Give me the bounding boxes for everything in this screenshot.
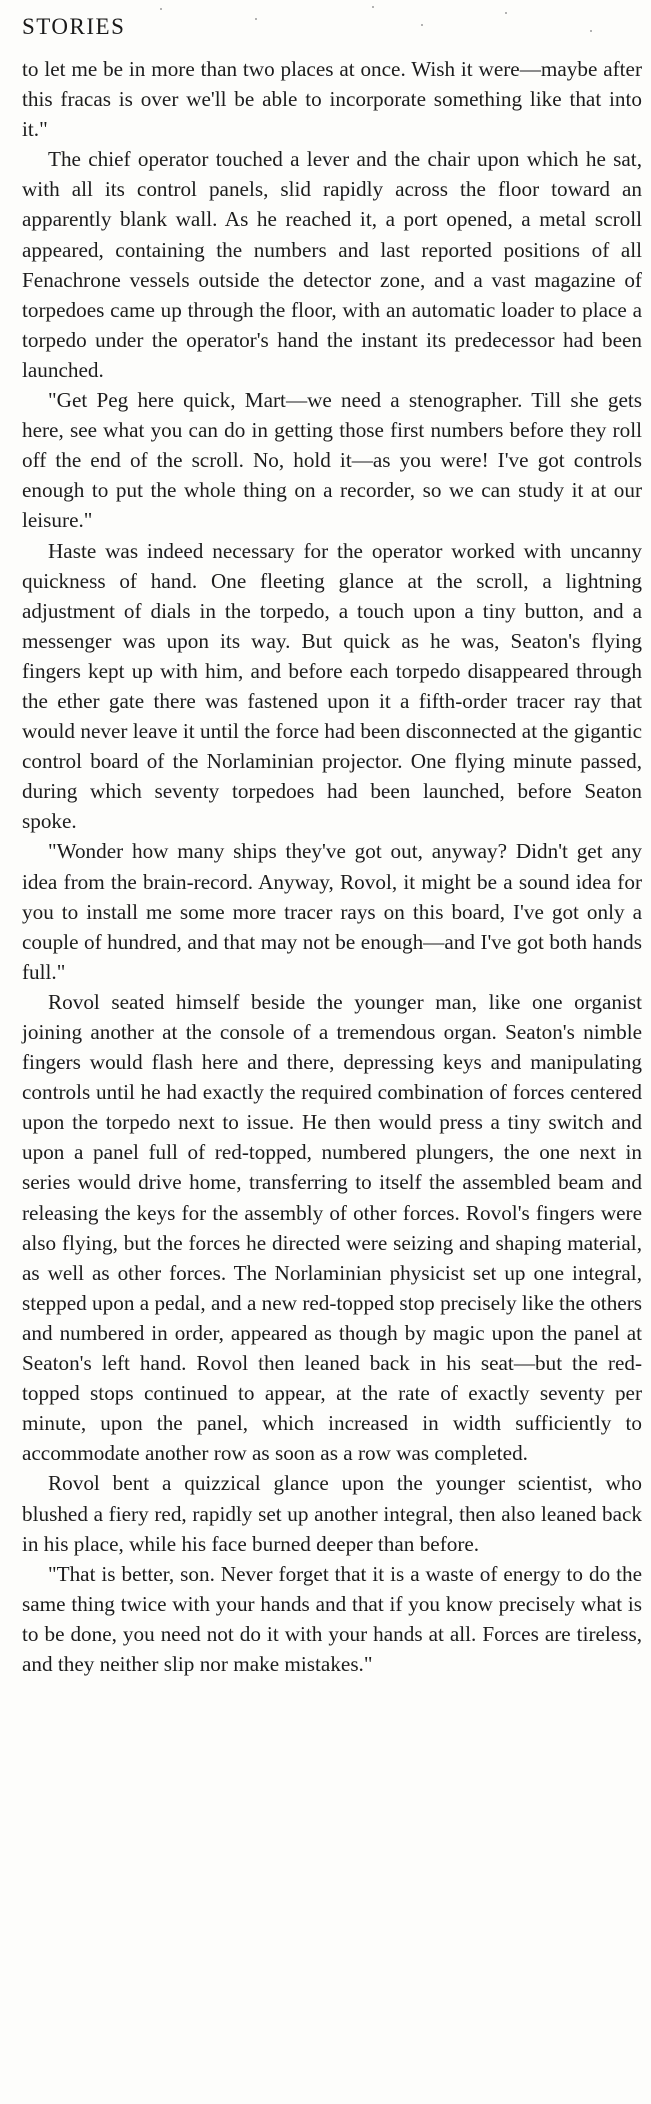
print-speck [421,24,423,26]
article-body [22,54,642,1679]
paragraph: "That is better, son. Never forget that it is a waste of energy to do the same thing twice with your hands and that if you know precisely what is to be done, you need not do it with your hands at all. Forces are tireless, and they neither slip nor make mistakes." [22,1561,642,1676]
print-speck [255,18,257,20]
paragraph: Rovol bent a quizzical glance upon the younger scientist, who blushed a fiery red, rapidly set up another integral, then also leaned back in his place, while his face burned deeper than before. [22,1471,642,1556]
paragraph: to let me be in more than two places at once. Wish it were—maybe after this fracas is over we'll be able to incorporate something like that into it." [22,57,642,142]
print-speck [160,8,162,10]
print-speck [372,6,374,8]
print-speck [590,30,592,32]
paragraph: Rovol seated himself beside the younger man, like one organist joining another at the console of a tremendous organ. Seaton's nimble fingers would flash here and there, depressing keys and manipulating controls until he had exactly the required combination of forces centered upon the torpedo next to issue. He then would press a tiny switch and upon a panel full of red-topped, numbered plungers, the one next in series would drive home, transferring to itself the assembled beam and releasing the keys for the assembly of other forces. Rovol's fingers were also flying, but the forces he directed were seizing and shaping material, as well as other forces. The Norlaminian physicist set up one integral, stepped upon a pedal, and a new red-topped stop precisely like the others and numbered in order, appeared as though by magic upon the panel at Seaton's left hand. Rovol then leaned back in his seat—but the red-topped stops continued to appear, at the rate of exactly seventy per minute, upon the panel, which increased in width sufficiently to accommodate another row as soon as a row was completed. [22,989,642,1466]
paragraph: Haste was indeed necessary for the operator worked with uncanny quickness of hand. One fleeting glance at the scroll, a lightning adjustment of dials in the torpedo, a touch upon a tiny button, and a messenger was upon its way. But quick as he was, Seaton's flying fingers kept up with him, and before each torpedo disappeared through the ether gate there was fastened upon it a fifth-order tracer ray that would never leave it until the force had been disconnected at the gigantic control board of the Norlaminian projector. One flying minute passed, during which seventy torpedoes had been launched, before Seaton spoke. [22,538,642,834]
paragraph: "Get Peg here quick, Mart—we need a stenographer. Till she gets here, see what you can do in getting those first numbers before they roll off the end of the scroll. No, hold it—as you were! I've got controls enough to put the whole thing on a recorder, so we can study it at our leisure." [22,388,642,533]
paragraph: The chief operator touched a lever and the chair upon which he sat, with all its control panels, slid rapidly across the floor toward an apparently blank wall. As he reached it, a port opened, a metal scroll appeared, containing the numbers and last reported positions of all Fenachrone vessels outside the detector zone, and a vast magazine of torpedoes came up through the floor, with an automatic loader to place a torpedo under the operator's hand the instant its predecessor had been launched. [22,147,642,382]
print-speck [505,12,507,14]
section-header: STORIES [22,14,126,39]
paragraph: "Wonder how many ships they've got out, anyway? Didn't get any idea from the brain-record. Anyway, Rovol, it might be a sound idea for you to install me some more tracer rays on this board, I've got only a couple of hundred, and that may not be enough—and I've got both hands full." [22,839,642,984]
